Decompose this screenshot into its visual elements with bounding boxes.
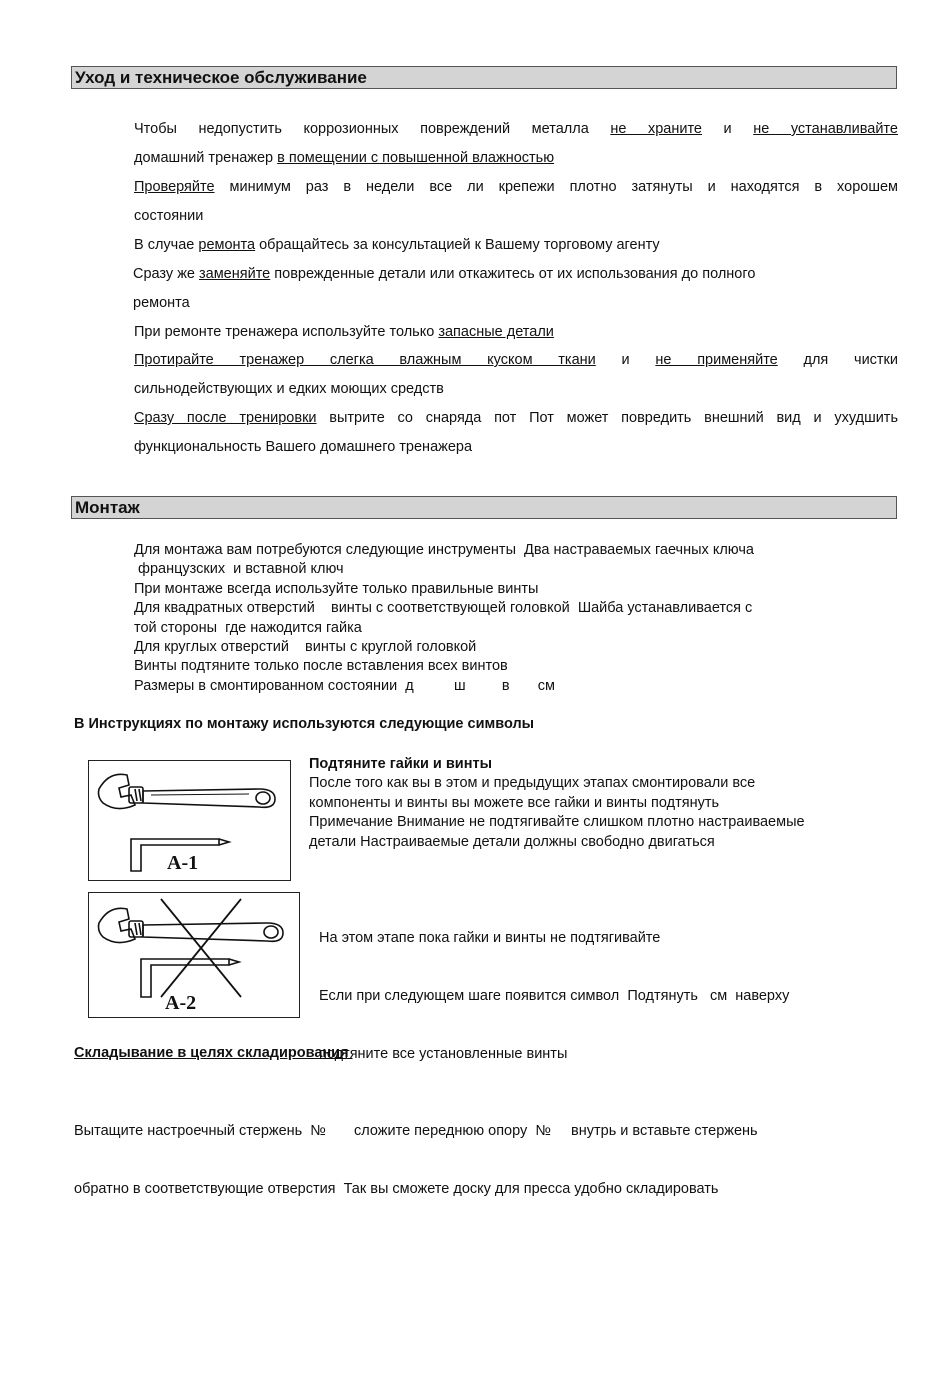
symbol-a2-description [319, 890, 789, 1084]
folding-line: обратно в соответствующие отверстия Так вы сможете доску для пресса удобно складировать [74, 1181, 719, 1198]
care-paragraph-4-line-2: ремонта [133, 295, 190, 311]
symbol-a1-line: Примечание Внимание не подтягивайте слишком плотно настраиваемые [309, 814, 805, 831]
care-paragraph-2-line-2: состоянии [134, 208, 204, 224]
care-paragraph-1-line-2: домашний тренажер в помещении с повышенной влажностью [134, 150, 555, 166]
care-paragraph-4-line-1: Сразу же заменяйте поврежденные детали или откажитесь от их использования до полного [133, 266, 756, 282]
symbol-a2-illustration [88, 892, 300, 1018]
crossed-wrench-icon [89, 893, 299, 1017]
folding-heading: Складывание в целях складирования [74, 1045, 353, 1061]
assembly-line: Для монтажа вам потребуются следующие инструменты Два настраваемых гаечных ключа [134, 542, 754, 558]
symbol-a2-line: На этом этапе пока гайки и винты не подтягивайте [319, 929, 661, 946]
care-paragraph-3: В случае ремонта обращайтесь за консультацией к Вашему торговому агенту [134, 237, 660, 253]
care-paragraph-7-line-2: функциональность Вашего домашнего тренажера [134, 439, 473, 455]
folding-instructions [74, 1083, 758, 1219]
care-paragraph-5: При ремонте тренажера используйте только запасные детали [134, 324, 554, 340]
care-paragraph-1-line-1: Чтобы недопустить коррозионных повреждений металла не храните и не устанавливайте [134, 121, 898, 137]
symbol-a1-title: Подтяните гайки и винты [309, 756, 492, 772]
folding-line: Вытащите настроечный стержень № сложите переднюю опору № внутрь и вставьте стержень [74, 1122, 758, 1139]
symbol-a2-line: Если при следующем шаге появится символ Подтянуть см наверху [319, 988, 790, 1005]
assembly-line: Размеры в смонтированном состоянии д ш в см [134, 677, 556, 694]
assembly-section-heading: Монтаж [71, 496, 897, 519]
assembly-line: той стороны где нажодится гайка [134, 619, 362, 636]
symbol-a1-label: A-1 [167, 852, 199, 874]
care-paragraph-6-line-2: сильнодействующих и едких моющих средств [134, 381, 444, 397]
assembly-line: Для квадратных отверстий винты с соответствующей головкой Шайба устанавливается с [134, 600, 753, 617]
care-paragraph-2-line-1: Проверяйте минимум раз в недели все ли крепежи плотно затянуты и находятся в хорошем [134, 179, 898, 195]
assembly-line: При монтаже всегда используйте только правильные винты [134, 580, 539, 597]
care-paragraph-7-line-1: Сразу после тренировки вытрите со снаряда пот Пот может повредить внешний вид и ухудшить [134, 410, 899, 426]
assembly-line: Винты подтяните только после вставления всех винтов [134, 658, 508, 675]
symbol-a2-line: подтяните все установленные винты [319, 1046, 568, 1063]
care-paragraph-6-line-1: Протирайте тренажер слегка влажным куском ткани и не применяйте для чистки [134, 352, 898, 368]
symbol-a2-label: A-2 [165, 992, 197, 1014]
symbols-heading: В Инструкциях по монтажу используются следующие символы [74, 716, 535, 732]
symbol-a1-description [309, 755, 805, 852]
symbol-a1-line: детали Настраиваемые детали должны свободно двигаться [309, 833, 715, 850]
assembly-line: французских и вставной ключ [134, 561, 344, 578]
symbol-a1-line: компоненты и винты вы можете все гайки и винты подтянуть [309, 794, 720, 811]
assembly-line: Для круглых отверстий винты с круглой головкой [134, 639, 477, 656]
symbol-a1-line: После того как вы в этом и предыдущих этапах смонтировали все [309, 775, 756, 792]
symbol-a1-illustration [88, 760, 291, 881]
assembly-instructions [134, 541, 754, 696]
care-section-heading: Уход и техническое обслуживание [71, 66, 897, 89]
wrench-and-hex-key-icon [89, 761, 290, 880]
